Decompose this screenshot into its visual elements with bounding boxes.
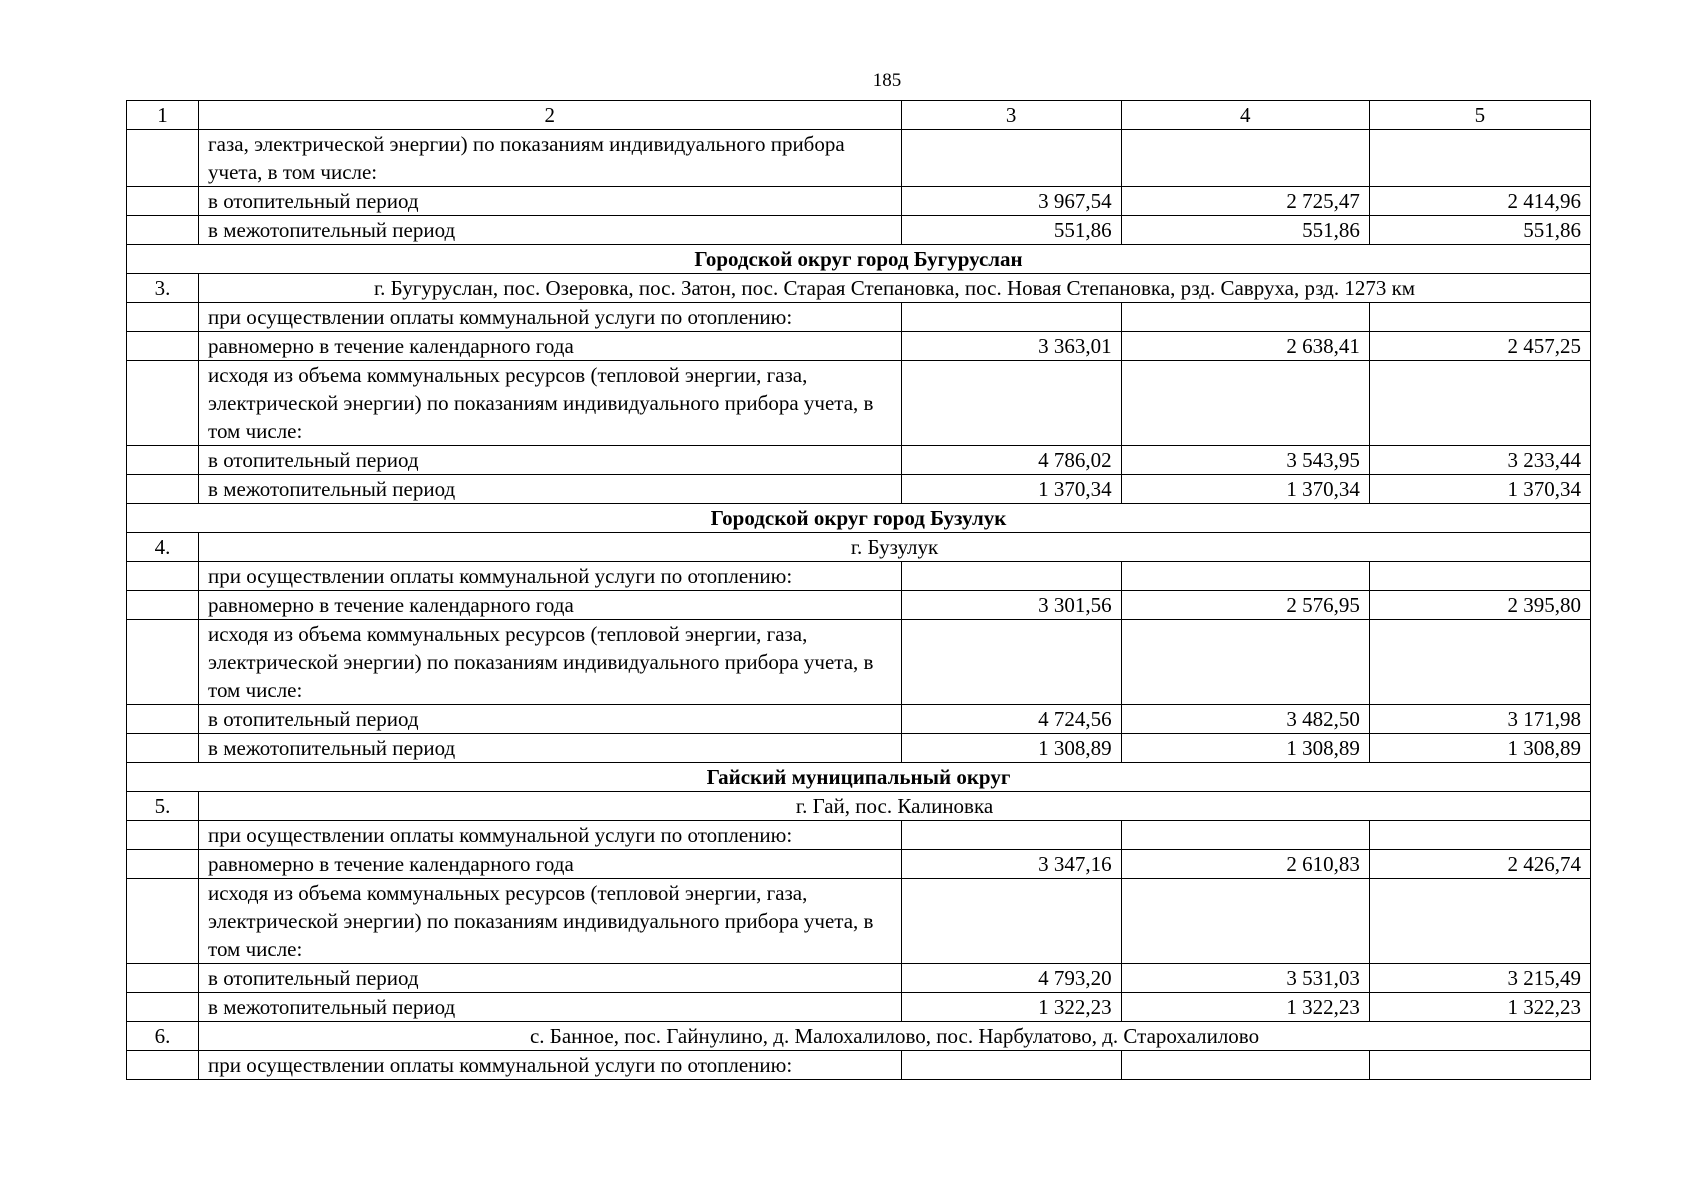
- meter-label: исходя из объема коммунальных ресурсов (тепловой энергии, газа, электрической энергии) по показаниям индивидуального прибора учета, в том числе:: [199, 879, 901, 964]
- table-row: [127, 187, 1591, 216]
- value-cell: 3 301,56: [901, 591, 1121, 620]
- value-cell: 1 370,34: [1369, 475, 1590, 504]
- tariff-table: [126, 100, 1591, 1080]
- table-row: [127, 993, 1591, 1022]
- meter-label: исходя из объема коммунальных ресурсов (тепловой энергии, газа, электрической энергии) по показаниям индивидуального прибора учета, в том числе:: [199, 361, 901, 446]
- locality-name: г. Гай, пос. Калиновка: [199, 792, 1591, 821]
- value-cell: 2 725,47: [1121, 187, 1369, 216]
- table-row: [127, 446, 1591, 475]
- column-number: 3: [901, 101, 1121, 130]
- row-label: в отопительный период: [199, 705, 901, 734]
- row-index: 5.: [127, 792, 199, 821]
- row-label: в межотопительный период: [199, 216, 901, 245]
- value-cell: 3 543,95: [1121, 446, 1369, 475]
- value-cell: 2 414,96: [1369, 187, 1590, 216]
- value-cell: 4 724,56: [901, 705, 1121, 734]
- value-cell: 1 370,34: [1121, 475, 1369, 504]
- row-label: в отопительный период: [199, 446, 901, 475]
- table-row: [127, 821, 1591, 850]
- locality-name: г. Бузулук: [199, 533, 1591, 562]
- table-row: [127, 303, 1591, 332]
- value-cell: 1 322,23: [901, 993, 1121, 1022]
- row-label: равномерно в течение календарного года: [199, 332, 901, 361]
- value-cell: 3 233,44: [1369, 446, 1590, 475]
- payment-label: при осуществлении оплаты коммунальной услуги по отоплению:: [199, 303, 901, 332]
- row-label: равномерно в течение календарного года: [199, 850, 901, 879]
- locality-row: [127, 533, 1591, 562]
- payment-label: при осуществлении оплаты коммунальной услуги по отоплению:: [199, 562, 901, 591]
- row-label: в межотопительный период: [199, 993, 901, 1022]
- value-cell: 551,86: [1369, 216, 1590, 245]
- row-index: 6.: [127, 1022, 199, 1051]
- table-row: [127, 734, 1591, 763]
- row-label: в межотопительный период: [199, 734, 901, 763]
- meter-label: исходя из объема коммунальных ресурсов (тепловой энергии, газа, электрической энергии) по показаниям индивидуального прибора учета, в том числе:: [199, 620, 901, 705]
- value-cell: 2 576,95: [1121, 591, 1369, 620]
- section-title: Гайский муниципальный округ: [127, 763, 1591, 792]
- section-title: Городской округ город Бугуруслан: [127, 245, 1591, 274]
- row-index: 3.: [127, 274, 199, 303]
- value-cell: 3 347,16: [901, 850, 1121, 879]
- table-row: [127, 361, 1591, 446]
- value-cell: 3 171,98: [1369, 705, 1590, 734]
- row-label: в отопительный период: [199, 187, 901, 216]
- value-cell: 1 308,89: [1121, 734, 1369, 763]
- row-label: в отопительный период: [199, 964, 901, 993]
- table-row: [127, 216, 1591, 245]
- table-row: [127, 591, 1591, 620]
- value-cell: 1 322,23: [1369, 993, 1590, 1022]
- value-cell: 4 793,20: [901, 964, 1121, 993]
- locality-name: с. Банное, пос. Гайнулино, д. Малохалилово, пос. Нарбулатово, д. Старохалилово: [199, 1022, 1591, 1051]
- value-cell: 3 363,01: [901, 332, 1121, 361]
- value-cell: 1 308,89: [901, 734, 1121, 763]
- column-number: 5: [1369, 101, 1590, 130]
- section-title-row: [127, 763, 1591, 792]
- row-label: в межотопительный период: [199, 475, 901, 504]
- locality-row: [127, 792, 1591, 821]
- locality-row: [127, 1022, 1591, 1051]
- value-cell: 2 638,41: [1121, 332, 1369, 361]
- meter-label: газа, электрической энергии) по показаниям индивидуального прибора учета, в том числе:: [199, 130, 901, 187]
- locality-name: г. Бугуруслан, пос. Озеровка, пос. Затон, пос. Старая Степановка, пос. Новая Степановка, рзд. Савруха, рзд. 1273 км: [199, 274, 1591, 303]
- section-title-row: [127, 504, 1591, 533]
- value-cell: 551,86: [1121, 216, 1369, 245]
- table-row: [127, 964, 1591, 993]
- page-number: 185: [872, 70, 902, 91]
- section-title: Городской округ город Бузулук: [127, 504, 1591, 533]
- value-cell: 3 967,54: [901, 187, 1121, 216]
- table-row: [127, 850, 1591, 879]
- value-cell: 2 610,83: [1121, 850, 1369, 879]
- table-row: [127, 1051, 1591, 1080]
- column-number-row: [127, 101, 1591, 130]
- column-number: 1: [127, 101, 199, 130]
- table-row: [127, 879, 1591, 964]
- value-cell: 3 531,03: [1121, 964, 1369, 993]
- table-row: [127, 130, 1591, 187]
- value-cell: 2 395,80: [1369, 591, 1590, 620]
- value-cell: 1 308,89: [1369, 734, 1590, 763]
- value-cell: 2 426,74: [1369, 850, 1590, 879]
- value-cell: 3 482,50: [1121, 705, 1369, 734]
- row-label: равномерно в течение календарного года: [199, 591, 901, 620]
- column-number: 2: [199, 101, 901, 130]
- value-cell: 1 370,34: [901, 475, 1121, 504]
- locality-row: [127, 274, 1591, 303]
- payment-label: при осуществлении оплаты коммунальной услуги по отоплению:: [199, 1051, 901, 1080]
- value-cell: 3 215,49: [1369, 964, 1590, 993]
- value-cell: 551,86: [901, 216, 1121, 245]
- section-title-row: [127, 245, 1591, 274]
- value-cell: 1 322,23: [1121, 993, 1369, 1022]
- table-row: [127, 705, 1591, 734]
- table-row: [127, 562, 1591, 591]
- value-cell: 2 457,25: [1369, 332, 1590, 361]
- table-row: [127, 332, 1591, 361]
- table-row: [127, 620, 1591, 705]
- value-cell: 4 786,02: [901, 446, 1121, 475]
- row-index: 4.: [127, 533, 199, 562]
- table-row: [127, 475, 1591, 504]
- payment-label: при осуществлении оплаты коммунальной услуги по отоплению:: [199, 821, 901, 850]
- column-number: 4: [1121, 101, 1369, 130]
